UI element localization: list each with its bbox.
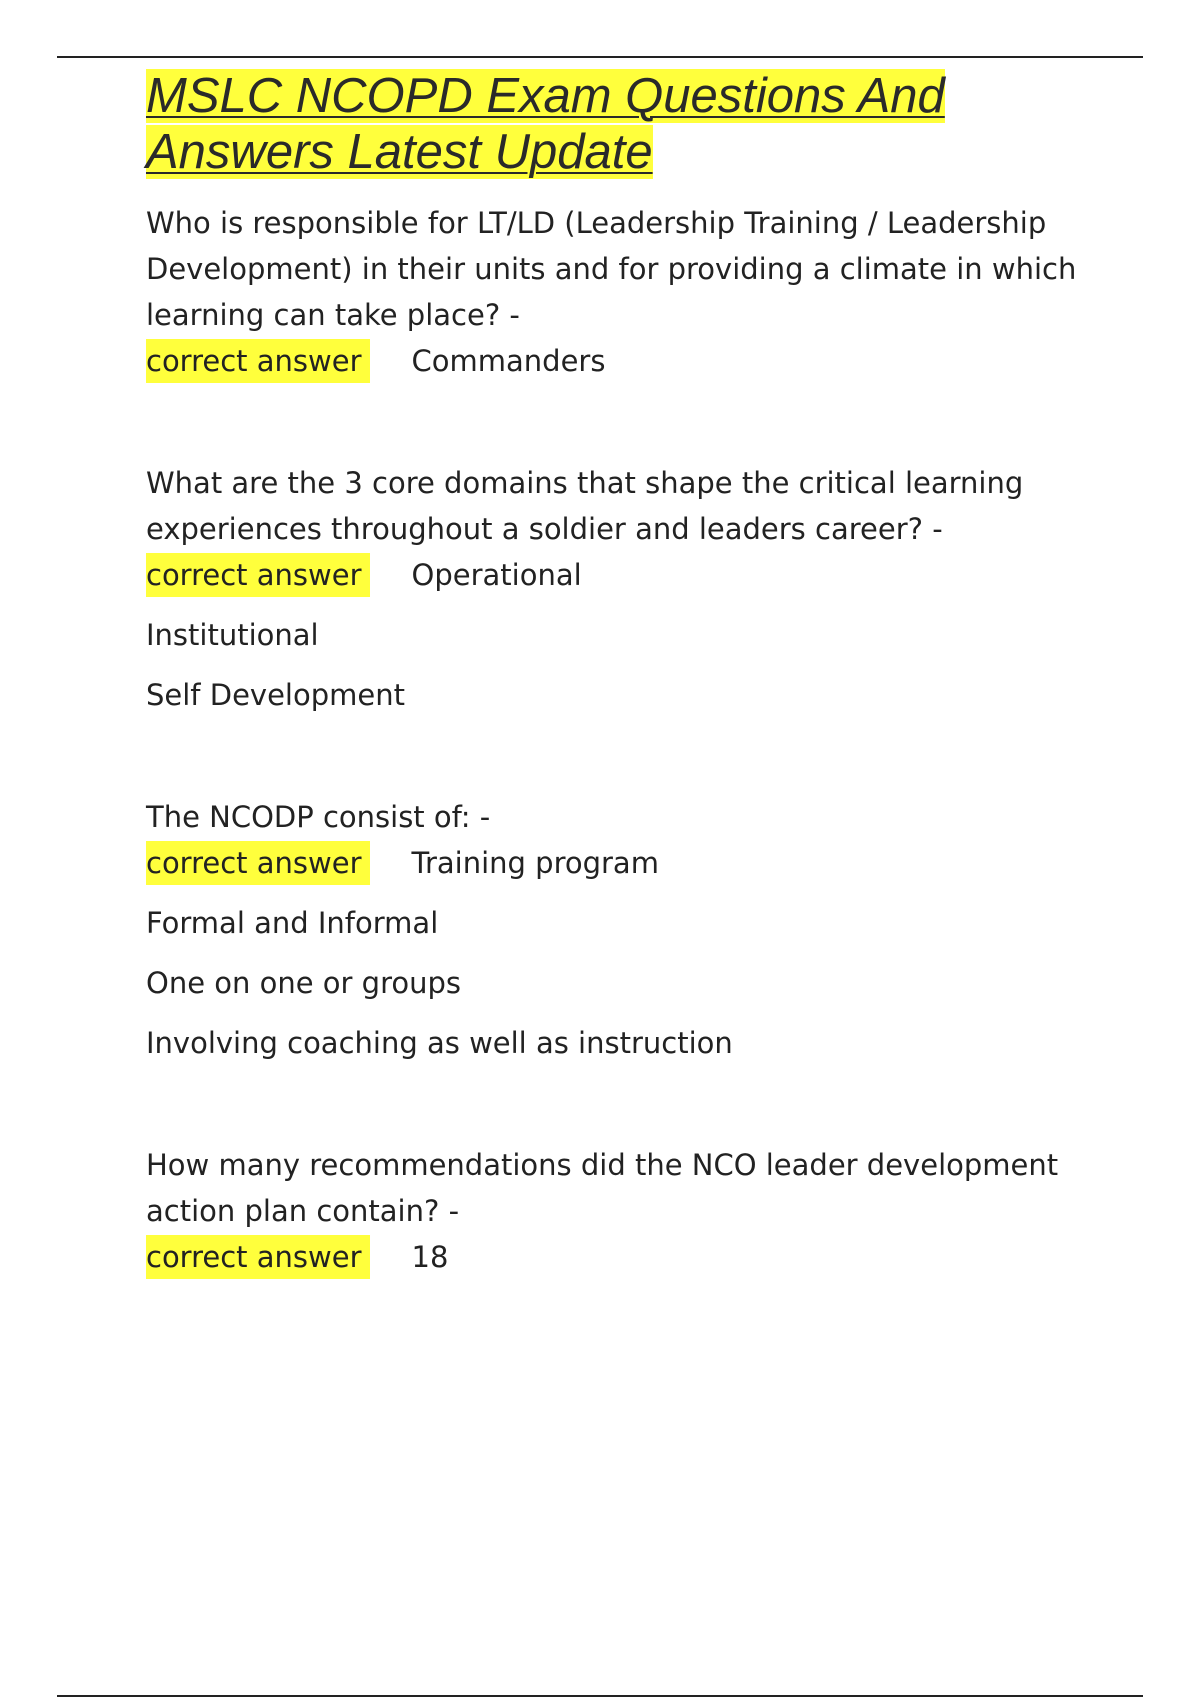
title-line-2: Answers Latest Update	[146, 125, 653, 179]
question-text	[146, 460, 1106, 552]
answer-extra-line: Formal and Informal	[146, 906, 439, 940]
answer-extra-line: Involving coaching as well as instruction	[146, 1026, 733, 1060]
answer-text: 18	[411, 1240, 449, 1274]
qa-item	[146, 200, 1106, 384]
qa-item	[146, 460, 1106, 718]
answer-text: Training program	[411, 846, 659, 880]
answer-row	[146, 552, 1106, 598]
top-rule	[57, 56, 1143, 58]
question-line: learning can take place? -	[146, 298, 520, 332]
question-line: The NCODP consist of: -	[146, 800, 491, 834]
answer-row	[146, 338, 1106, 384]
qa-item	[146, 1142, 1106, 1280]
title-line-1: MSLC NCOPD Exam Questions And	[146, 69, 945, 123]
correct-answer-label: correct answer	[146, 339, 370, 383]
question-line: action plan contain? -	[146, 1194, 460, 1228]
correct-answer-label: correct answer	[146, 841, 370, 885]
question-line: experiences throughout a soldier and leaders career? -	[146, 512, 943, 546]
question-line: What are the 3 core domains that shape the critical learning	[146, 466, 1024, 500]
document-body	[146, 68, 1106, 1280]
answer-extra-line: One on one or groups	[146, 966, 462, 1000]
correct-answer-label: correct answer	[146, 1235, 370, 1279]
answer-row	[146, 840, 1106, 886]
correct-answer-label: correct answer	[146, 553, 370, 597]
question-line: Who is responsible for LT/LD (Leadership Training / Leadership	[146, 206, 1047, 240]
answer-extra-line: Self Development	[146, 678, 405, 712]
answer-extra-line: Institutional	[146, 618, 319, 652]
answer-text: Operational	[411, 558, 582, 592]
question-line: How many recommendations did the NCO leader development	[146, 1148, 1059, 1182]
question-text	[146, 200, 1106, 338]
document-title	[146, 68, 1106, 180]
question-text	[146, 1142, 1106, 1234]
answer-row	[146, 1234, 1106, 1280]
answer-text: Commanders	[411, 344, 606, 378]
bottom-rule	[57, 1695, 1143, 1697]
qa-item	[146, 794, 1106, 1066]
question-text	[146, 794, 1106, 840]
question-line: Development) in their units and for providing a climate in which	[146, 252, 1077, 286]
